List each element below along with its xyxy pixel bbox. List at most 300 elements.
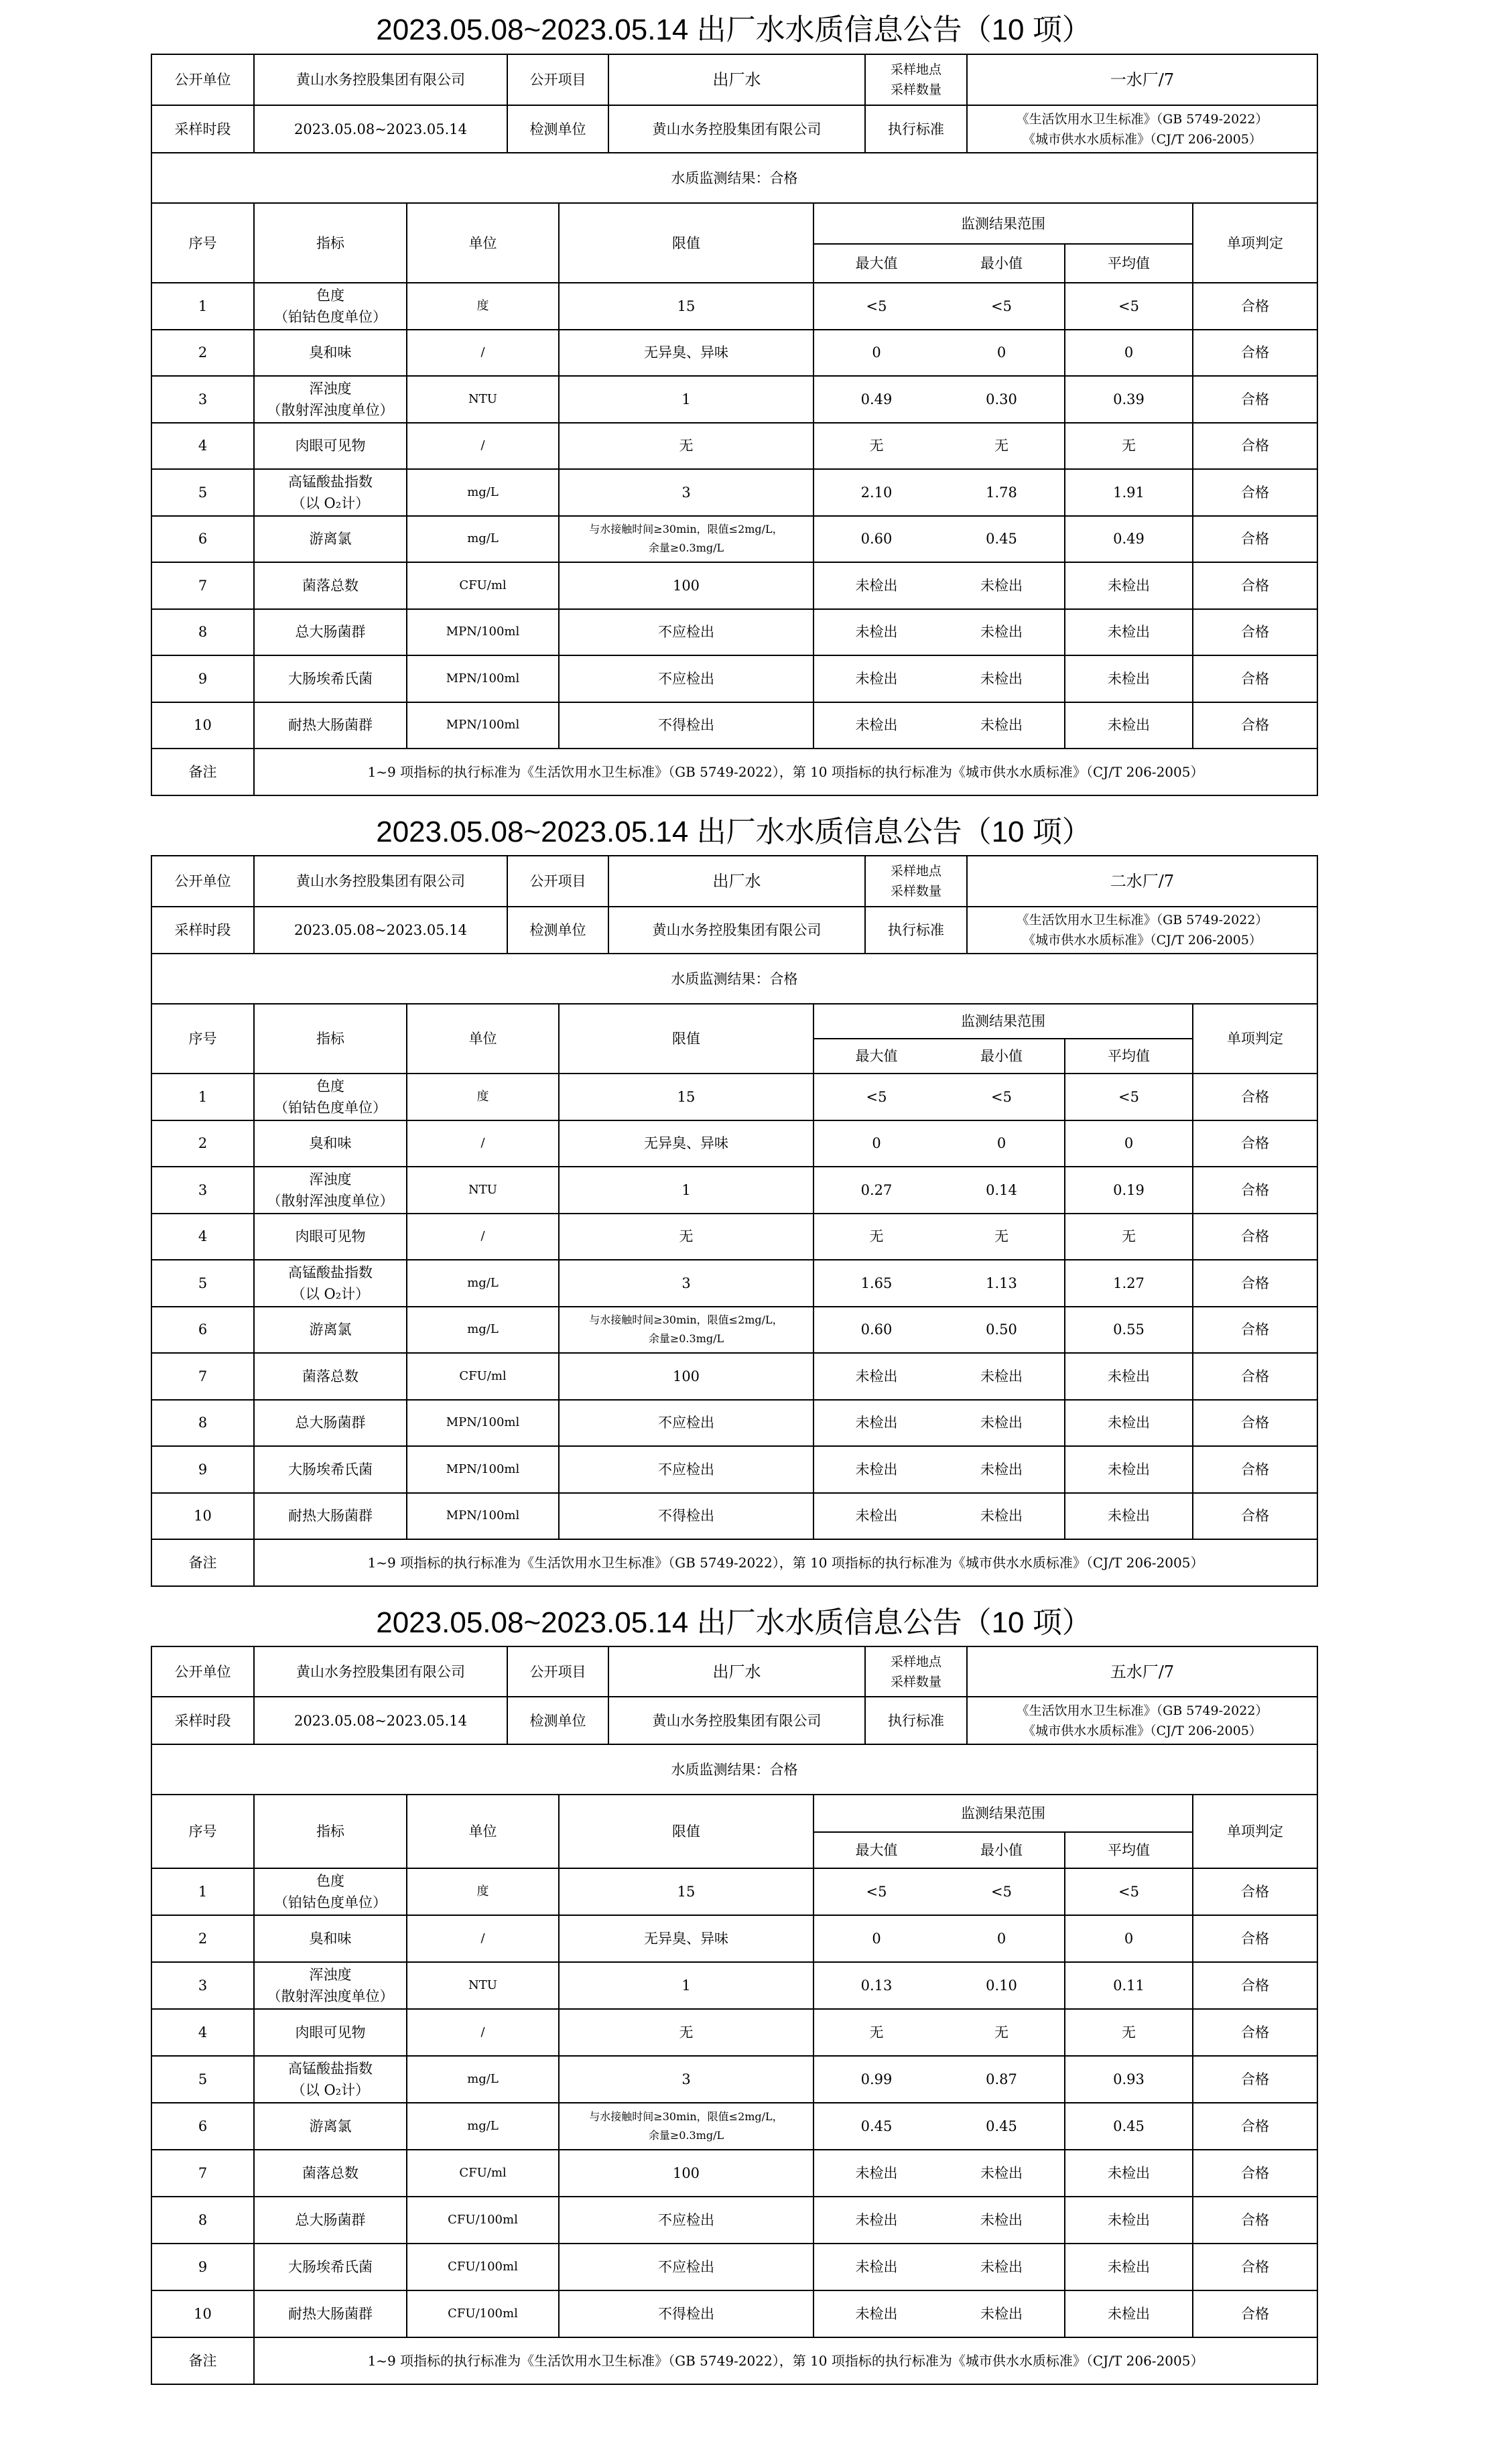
row-verdict: 合格 (1193, 1915, 1317, 1962)
limit-value-line2: 余量≥0.3mg/L (648, 541, 724, 555)
limit-value: 无异臭、异味 (644, 1931, 728, 1947)
row-min: 0 (939, 330, 1065, 377)
row-unit: 度 (407, 283, 559, 330)
indicator-name: 总大肠菌群 (295, 1415, 366, 1431)
row-unit: CFU/ml (407, 1353, 559, 1400)
indicator-name: 色度 (316, 287, 344, 304)
indicator-subtitle: （铂钴色度单位） (274, 1894, 387, 1910)
header-max: 最大值 (813, 244, 939, 283)
row-max: <5 (813, 283, 939, 330)
row-max: 未检出 (813, 562, 939, 609)
limit-value: 1 (681, 1181, 691, 1198)
row-min: 未检出 (939, 655, 1065, 702)
row-unit: CFU/ml (407, 562, 559, 609)
row-max: 0 (813, 1120, 939, 1167)
indicator-name: 耐热大肠菌群 (288, 717, 373, 734)
row-max: 0.99 (813, 2056, 939, 2103)
row-min: 0.45 (939, 516, 1065, 563)
row-verdict: 合格 (1193, 1400, 1317, 1447)
header-indicator: 指标 (254, 1004, 407, 1074)
table-row (151, 2197, 1317, 2244)
indicator-name: 菌落总数 (302, 2165, 359, 2181)
indicator-name: 高锰酸盐指数 (288, 473, 373, 490)
row-avg: 0 (1065, 330, 1193, 377)
row-no: 3 (151, 1962, 254, 2009)
limit-value: 100 (672, 2165, 700, 2181)
indicator-subtitle: （铂钴色度单位） (274, 308, 387, 325)
result-summary: 水质监测结果：合格 (151, 1744, 1317, 1795)
header-limit: 限值 (559, 1795, 813, 1868)
row-no: 6 (151, 2103, 254, 2150)
row-avg: 未检出 (1065, 562, 1193, 609)
row-limit (559, 2244, 813, 2290)
row-no: 4 (151, 1214, 254, 1260)
standard-value (967, 1697, 1317, 1744)
row-avg: 无 (1065, 2009, 1193, 2056)
row-verdict: 合格 (1193, 1868, 1317, 1915)
site-value: 二水厂/7 (967, 856, 1317, 907)
indicator-name: 浑浊度 (309, 1171, 352, 1187)
row-avg: 未检出 (1065, 2197, 1193, 2244)
report-title: 2023.05.08~2023.05.14 出厂水水质信息公告（10 项） (376, 13, 1092, 46)
indicator-name: 肉眼可见物 (295, 2024, 366, 2040)
limit-value: 100 (672, 1368, 700, 1384)
lab-label: 检测单位 (507, 1697, 608, 1744)
note-text: 1~9 项指标的执行标准为《生活饮用水卫生标准》（GB 5749-2022），第 10 项指标的执行标准为《城市供水水质标准》（CJ/T 206-2005） (254, 1539, 1317, 1586)
table-row (151, 2009, 1317, 2056)
row-avg: 未检出 (1065, 1400, 1193, 1447)
period-value: 2023.05.08~2023.05.14 (254, 105, 507, 153)
item-label: 公开项目 (507, 856, 608, 907)
row-verdict: 合格 (1193, 330, 1317, 377)
indicator-name: 浑浊度 (309, 1967, 352, 1983)
row-no: 2 (151, 1915, 254, 1962)
limit-value: 1 (681, 391, 691, 407)
row-min: <5 (939, 1074, 1065, 1120)
row-verdict: 合格 (1193, 2056, 1317, 2103)
row-max: 无 (813, 423, 939, 470)
row-no: 7 (151, 1353, 254, 1400)
row-limit (559, 2056, 813, 2103)
header-unit: 单位 (407, 1004, 559, 1074)
note-text: 1~9 项指标的执行标准为《生活饮用水卫生标准》（GB 5749-2022），第 10 项指标的执行标准为《城市供水水质标准》（CJ/T 206-2005） (254, 2337, 1317, 2384)
row-min: 未检出 (939, 1353, 1065, 1400)
table-row (151, 1962, 1317, 2009)
row-min: 未检出 (939, 609, 1065, 656)
row-verdict: 合格 (1193, 283, 1317, 330)
limit-value: 3 (681, 484, 691, 501)
row-verdict: 合格 (1193, 1260, 1317, 1307)
row-min: 无 (939, 2009, 1065, 2056)
info-table (151, 1646, 1318, 1795)
site-value: 五水厂/7 (967, 1646, 1317, 1697)
limit-value: 不应检出 (658, 1461, 714, 1478)
row-no: 6 (151, 1307, 254, 1354)
standard-label: 执行标准 (865, 907, 967, 954)
row-max: 未检出 (813, 2290, 939, 2337)
row-avg: 未检出 (1065, 2290, 1193, 2337)
header-limit: 限值 (559, 1004, 813, 1074)
row-unit: MPN/100ml (407, 609, 559, 656)
indicator-subtitle: （以 O₂计） (291, 2082, 370, 2098)
header-verdict: 单项判定 (1193, 203, 1317, 283)
row-max: 未检出 (813, 2244, 939, 2290)
row-verdict: 合格 (1193, 2197, 1317, 2244)
indicator-subtitle: （铂钴色度单位） (274, 1099, 387, 1116)
row-min: 0 (939, 1120, 1065, 1167)
row-max: 0 (813, 1915, 939, 1962)
row-no: 10 (151, 702, 254, 749)
row-verdict: 合格 (1193, 702, 1317, 749)
header-indicator: 指标 (254, 203, 407, 283)
row-no: 6 (151, 516, 254, 563)
header-max: 最大值 (813, 1832, 939, 1868)
indicator-name: 色度 (316, 1873, 344, 1889)
row-unit: / (407, 423, 559, 470)
header-verdict: 单项判定 (1193, 1004, 1317, 1074)
row-avg: 未检出 (1065, 609, 1193, 656)
table-row (151, 1915, 1317, 1962)
row-indicator (254, 2150, 407, 2197)
row-avg: 无 (1065, 423, 1193, 470)
period-label: 采样时段 (151, 1697, 254, 1744)
row-avg: 未检出 (1065, 1353, 1193, 1400)
row-max: 未检出 (813, 1493, 939, 1540)
row-unit: / (407, 1120, 559, 1167)
note-label: 备注 (151, 1539, 254, 1586)
row-min: 未检出 (939, 2244, 1065, 2290)
publisher-label: 公开单位 (151, 1646, 254, 1697)
row-verdict: 合格 (1193, 1353, 1317, 1400)
row-max: <5 (813, 1074, 939, 1120)
row-max: <5 (813, 1868, 939, 1915)
indicator-name: 菌落总数 (302, 1368, 359, 1384)
item-value: 出厂水 (608, 1646, 865, 1697)
row-verdict: 合格 (1193, 562, 1317, 609)
row-unit: mg/L (407, 1307, 559, 1354)
row-limit (559, 1868, 813, 1915)
header-unit: 单位 (407, 203, 559, 283)
row-avg: 0.39 (1065, 376, 1193, 423)
table-row (151, 2056, 1317, 2103)
header-min: 最小值 (939, 1832, 1065, 1868)
result-summary: 水质监测结果：合格 (151, 954, 1317, 1004)
header-avg: 平均值 (1065, 1832, 1193, 1868)
item-value: 出厂水 (608, 54, 865, 105)
publisher-value: 黄山水务控股集团有限公司 (254, 1646, 507, 1697)
item-label: 公开项目 (507, 54, 608, 105)
row-verdict: 合格 (1193, 1307, 1317, 1354)
indicator-subtitle: （散射浑浊度单位） (267, 1988, 394, 2004)
row-max: 0.60 (813, 516, 939, 563)
lab-value: 黄山水务控股集团有限公司 (608, 907, 865, 954)
row-indicator (254, 1868, 407, 1915)
indicator-name: 臭和味 (309, 1135, 352, 1152)
limit-value: 与水接触时间≥30min，限值≤2mg/L， (589, 2110, 783, 2123)
row-unit: CFU/100ml (407, 2244, 559, 2290)
row-verdict: 合格 (1193, 1074, 1317, 1120)
row-no: 1 (151, 283, 254, 330)
result-row (151, 1744, 1317, 1795)
row-unit: mg/L (407, 1260, 559, 1307)
header-range: 监测结果范围 (813, 1004, 1193, 1039)
row-unit: NTU (407, 1962, 559, 2009)
standard-line-2: 《城市供水水质标准》（CJ/T 206-2005） (1023, 131, 1262, 147)
limit-value: 与水接触时间≥30min，限值≤2mg/L， (589, 523, 783, 536)
publisher-value: 黄山水务控股集团有限公司 (254, 856, 507, 907)
header-avg: 平均值 (1065, 244, 1193, 283)
indicator-subtitle: （以 O₂计） (291, 1285, 370, 1302)
row-min: 无 (939, 1214, 1065, 1260)
row-unit: MPN/100ml (407, 655, 559, 702)
row-verdict: 合格 (1193, 376, 1317, 423)
publisher-value: 黄山水务控股集团有限公司 (254, 54, 507, 105)
row-max: 0.27 (813, 1167, 939, 1214)
row-avg: 无 (1065, 1214, 1193, 1260)
row-avg: 0 (1065, 1120, 1193, 1167)
row-no: 8 (151, 609, 254, 656)
row-avg: 0.55 (1065, 1307, 1193, 1354)
limit-value: 不得检出 (658, 2306, 714, 2322)
row-unit: NTU (407, 376, 559, 423)
limit-value: 不应检出 (658, 624, 714, 641)
row-verdict: 合格 (1193, 1167, 1317, 1214)
row-verdict: 合格 (1193, 655, 1317, 702)
row-no: 9 (151, 1446, 254, 1493)
row-limit (559, 2290, 813, 2337)
indicator-name: 游离氯 (309, 531, 352, 547)
row-no: 1 (151, 1868, 254, 1915)
standard-line-1: 《生活饮用水卫生标准》（GB 5749-2022） (1016, 111, 1268, 127)
row-min: 未检出 (939, 2197, 1065, 2244)
indicator-name: 菌落总数 (302, 577, 359, 594)
indicator-name: 高锰酸盐指数 (288, 2061, 373, 2077)
row-min: 未检出 (939, 2150, 1065, 2197)
row-verdict: 合格 (1193, 2150, 1317, 2197)
row-unit: 度 (407, 1868, 559, 1915)
table-row (151, 2103, 1317, 2150)
note-row (151, 2337, 1317, 2384)
row-min: 0.10 (939, 1962, 1065, 2009)
limit-value: 无 (679, 1228, 694, 1245)
row-indicator (254, 2244, 407, 2290)
period-label: 采样时段 (151, 105, 254, 153)
row-max: 未检出 (813, 702, 939, 749)
row-verdict: 合格 (1193, 2290, 1317, 2337)
table-row (151, 2150, 1317, 2197)
indicator-subtitle: （散射浑浊度单位） (267, 1192, 394, 1209)
indicator-name: 耐热大肠菌群 (288, 1508, 373, 1525)
row-avg: 未检出 (1065, 2244, 1193, 2290)
row-max: 0.45 (813, 2103, 939, 2150)
site-label (865, 1646, 967, 1697)
row-max: 0.60 (813, 1307, 939, 1354)
row-max: 未检出 (813, 2150, 939, 2197)
site-label-line2: 采样数量 (890, 884, 941, 899)
limit-value: 3 (681, 2071, 691, 2087)
header-min: 最小值 (939, 1039, 1065, 1074)
row-max: 未检出 (813, 1446, 939, 1493)
indicator-name: 色度 (316, 1078, 344, 1094)
row-max: 未检出 (813, 2197, 939, 2244)
lab-label: 检测单位 (507, 105, 608, 153)
row-unit: mg/L (407, 2056, 559, 2103)
row-min: <5 (939, 283, 1065, 330)
row-unit: 度 (407, 1074, 559, 1120)
row-avg: 未检出 (1065, 2150, 1193, 2197)
row-verdict: 合格 (1193, 1493, 1317, 1540)
row-avg: 0.93 (1065, 2056, 1193, 2103)
header-avg: 平均值 (1065, 1039, 1193, 1074)
row-avg: 0.11 (1065, 1962, 1193, 2009)
indicator-subtitle: （以 O₂计） (291, 495, 370, 511)
site-label-line1: 采样地点 (890, 864, 941, 879)
row-min: 0.14 (939, 1167, 1065, 1214)
standard-label: 执行标准 (865, 105, 967, 153)
row-unit: MPN/100ml (407, 1400, 559, 1447)
row-no: 1 (151, 1074, 254, 1120)
row-unit: mg/L (407, 2103, 559, 2150)
row-avg: 1.27 (1065, 1260, 1193, 1307)
row-no: 4 (151, 423, 254, 470)
standard-line-1: 《生活饮用水卫生标准》（GB 5749-2022） (1016, 1703, 1268, 1718)
row-unit: MPN/100ml (407, 702, 559, 749)
info-row-period (151, 1697, 1317, 1744)
note-text: 1~9 项指标的执行标准为《生活饮用水卫生标准》（GB 5749-2022），第 10 项指标的执行标准为《城市供水水质标准》（CJ/T 206-2005） (254, 749, 1317, 795)
row-max: 无 (813, 1214, 939, 1260)
indicator-name: 肉眼可见物 (295, 1228, 366, 1245)
row-no: 8 (151, 1400, 254, 1447)
row-no: 10 (151, 1493, 254, 1540)
row-min: 0.45 (939, 2103, 1065, 2150)
note-label: 备注 (151, 2337, 254, 2384)
table-row (151, 2244, 1317, 2290)
indicator-name: 总大肠菌群 (295, 2212, 366, 2228)
row-avg: 未检出 (1065, 702, 1193, 749)
row-limit (559, 2103, 813, 2150)
row-max: 无 (813, 2009, 939, 2056)
row-unit: CFU/ml (407, 2150, 559, 2197)
row-avg: 0.45 (1065, 2103, 1193, 2150)
row-indicator (254, 1962, 407, 2009)
row-no: 10 (151, 2290, 254, 2337)
row-indicator (254, 2290, 407, 2337)
row-verdict: 合格 (1193, 1446, 1317, 1493)
limit-value: 无 (679, 2024, 694, 2040)
limit-value-line2: 余量≥0.3mg/L (648, 1332, 724, 1346)
info-row-publisher (151, 1646, 1317, 1697)
row-unit: mg/L (407, 469, 559, 516)
limit-value: 不得检出 (658, 1508, 714, 1525)
limit-value: 无异臭、异味 (644, 344, 728, 361)
row-max: 2.10 (813, 469, 939, 516)
row-verdict: 合格 (1193, 2244, 1317, 2290)
row-max: 0 (813, 330, 939, 377)
limit-value: 不得检出 (658, 717, 714, 734)
row-verdict: 合格 (1193, 2103, 1317, 2150)
row-verdict: 合格 (1193, 609, 1317, 656)
row-avg: 未检出 (1065, 1446, 1193, 1493)
row-min: <5 (939, 1868, 1065, 1915)
lab-value: 黄山水务控股集团有限公司 (608, 1697, 865, 1744)
row-indicator (254, 2056, 407, 2103)
row-min: 未检出 (939, 702, 1065, 749)
row-unit: / (407, 1915, 559, 1962)
publisher-label: 公开单位 (151, 856, 254, 907)
row-avg: 未检出 (1065, 655, 1193, 702)
period-value: 2023.05.08~2023.05.14 (254, 907, 507, 954)
row-avg: 未检出 (1065, 1493, 1193, 1540)
row-min: 未检出 (939, 1493, 1065, 1540)
row-no: 2 (151, 330, 254, 377)
row-limit (559, 1962, 813, 2009)
report-title: 2023.05.08~2023.05.14 出厂水水质信息公告（10 项） (376, 1606, 1092, 1639)
row-max: 未检出 (813, 655, 939, 702)
standard-label: 执行标准 (865, 1697, 967, 1744)
row-unit: / (407, 1214, 559, 1260)
row-no: 2 (151, 1120, 254, 1167)
header-verdict: 单项判定 (1193, 1795, 1317, 1868)
site-value: 一水厂/7 (967, 54, 1317, 105)
row-no: 4 (151, 2009, 254, 2056)
row-verdict: 合格 (1193, 516, 1317, 563)
row-no: 5 (151, 2056, 254, 2103)
limit-value: 不应检出 (658, 670, 714, 687)
row-verdict: 合格 (1193, 2009, 1317, 2056)
row-max: 1.65 (813, 1260, 939, 1307)
row-limit (559, 1915, 813, 1962)
header-no: 序号 (151, 1795, 254, 1868)
limit-value: 与水接触时间≥30min，限值≤2mg/L， (589, 1313, 783, 1327)
indicator-name: 高锰酸盐指数 (288, 1264, 373, 1281)
indicator-name: 臭和味 (309, 1931, 352, 1947)
row-max: 0.49 (813, 376, 939, 423)
indicator-name: 总大肠菌群 (295, 624, 366, 641)
row-unit: NTU (407, 1167, 559, 1214)
row-min: 未检出 (939, 2290, 1065, 2337)
header-row (151, 1795, 1317, 1832)
header-no: 序号 (151, 203, 254, 283)
standard-line-2: 《城市供水水质标准》（CJ/T 206-2005） (1023, 1723, 1262, 1738)
indicator-name: 游离氯 (309, 1321, 352, 1338)
limit-value: 100 (672, 577, 700, 594)
note-label: 备注 (151, 749, 254, 795)
header-limit: 限值 (559, 203, 813, 283)
row-avg: <5 (1065, 1868, 1193, 1915)
row-limit (559, 2150, 813, 2197)
row-no: 3 (151, 1167, 254, 1214)
item-label: 公开项目 (507, 1646, 608, 1697)
row-unit: / (407, 330, 559, 377)
indicator-name: 浑浊度 (309, 380, 352, 397)
indicator-subtitle: （散射浑浊度单位） (267, 401, 394, 418)
period-value: 2023.05.08~2023.05.14 (254, 1697, 507, 1744)
indicator-name: 游离氯 (309, 2118, 352, 2134)
row-verdict: 合格 (1193, 469, 1317, 516)
row-min: 0.87 (939, 2056, 1065, 2103)
limit-value: 15 (677, 1884, 696, 1900)
row-indicator (254, 1915, 407, 1962)
indicator-name: 大肠埃希氏菌 (288, 2259, 373, 2275)
row-min: 0 (939, 1915, 1065, 1962)
header-indicator: 指标 (254, 1795, 407, 1868)
publisher-label: 公开单位 (151, 54, 254, 105)
row-unit: CFU/100ml (407, 2197, 559, 2244)
row-no: 9 (151, 655, 254, 702)
lab-value: 黄山水务控股集团有限公司 (608, 105, 865, 153)
header-max: 最大值 (813, 1039, 939, 1074)
result-summary: 水质监测结果：合格 (151, 153, 1317, 203)
